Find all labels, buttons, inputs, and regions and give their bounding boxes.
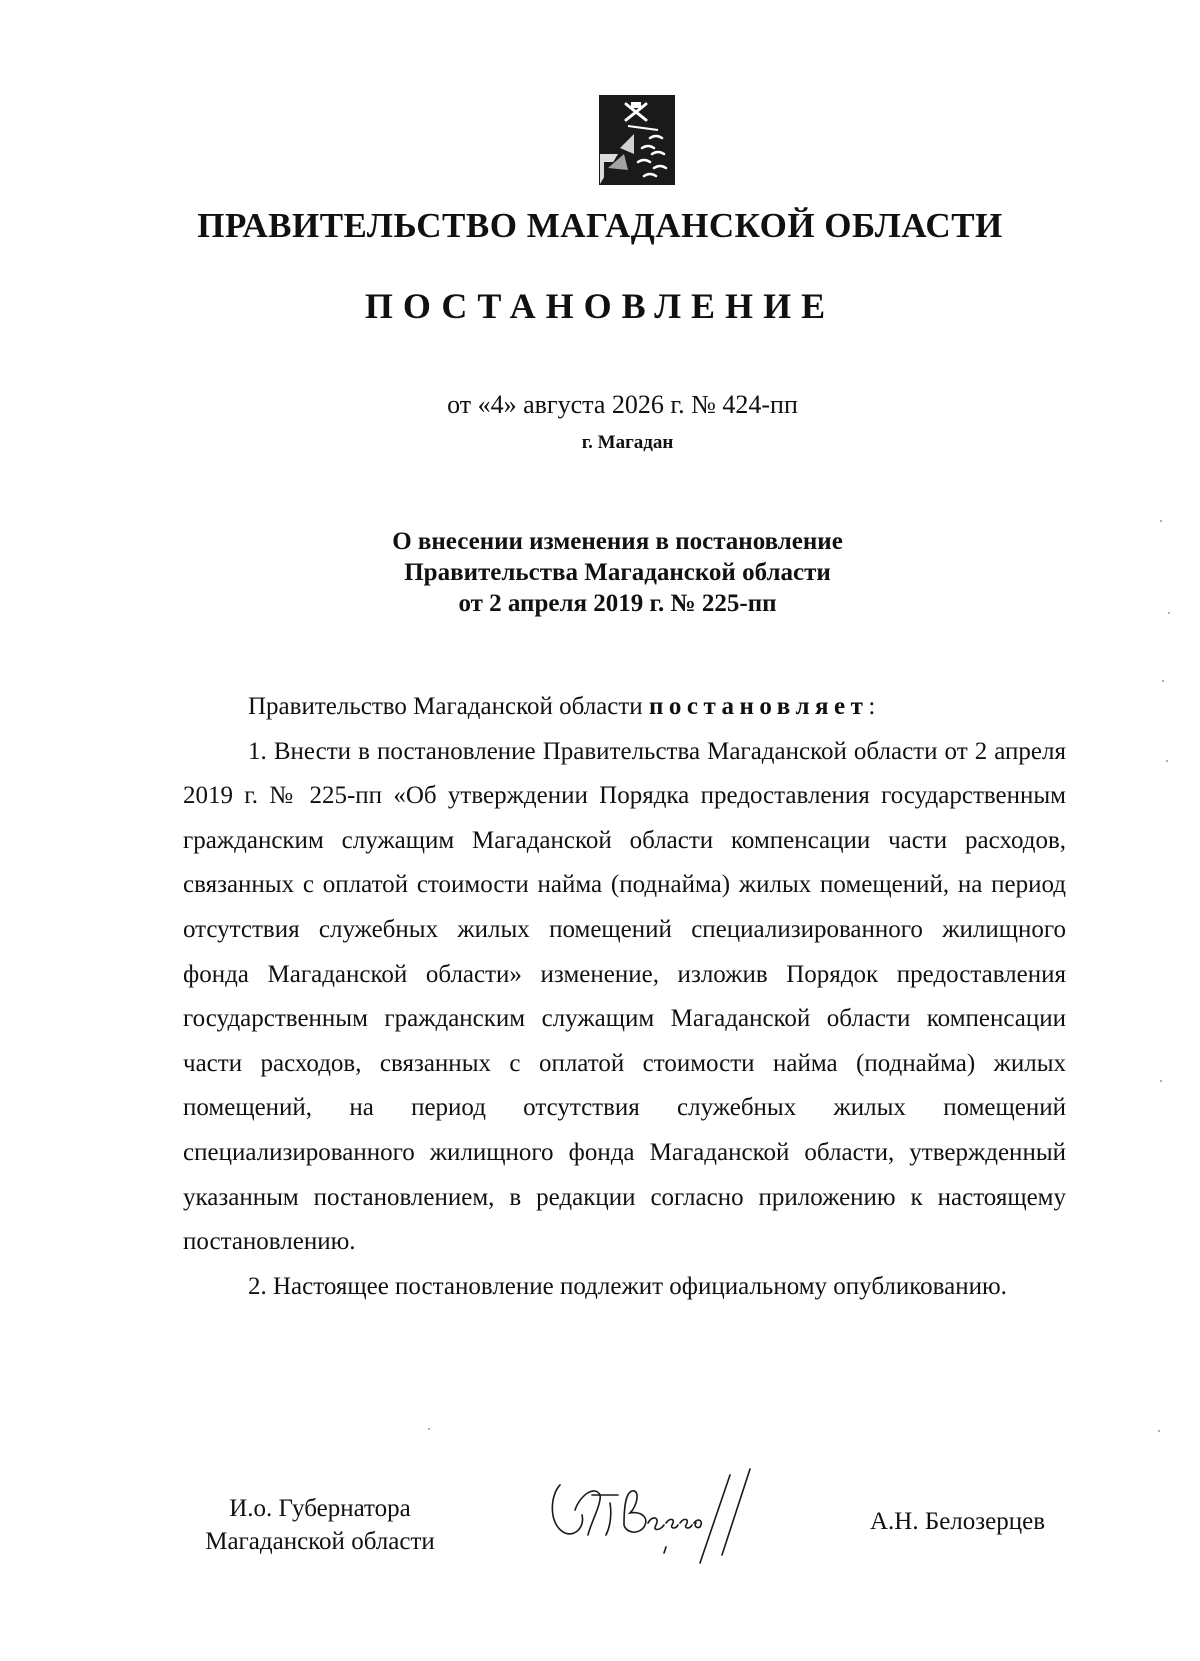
scan-speck [1162,680,1164,682]
subject-line-1: О внесении изменения в постановление [392,528,843,555]
handwritten-signature-icon [540,1455,800,1565]
intro-paragraph [183,685,1066,730]
item-2-paragraph: 2. Настоящее постановление подлежит официальному опубликованию. [248,1272,1007,1300]
scan-speck [1160,520,1162,522]
intro-prefix: Правительство Магаданской области [248,693,643,720]
position-line-1: И.о. Губернатора [229,1495,411,1522]
subject-line-2: Правительства Магаданской области [404,559,831,586]
subject-line-3: от 2 апреля 2019 г. № 225-пп [458,590,777,617]
intro-suffix: : [868,693,876,720]
scan-speck [1168,612,1170,614]
signatory-name: А.Н. Белозерцев [870,1508,1046,1535]
intro-keyword: постановляет [648,693,869,720]
coat-of-arms-icon [598,94,676,186]
scan-speck [1158,1430,1160,1432]
document-type: ПОСТАНОВЛЕНИЕ [364,286,836,326]
signatory-position [185,1492,455,1558]
document-subject [0,526,1200,619]
organization-title: ПРАВИТЕЛЬСТВО МАГАДАНСКОЙ ОБЛАСТИ [197,206,1003,245]
scan-speck [1166,760,1168,762]
scan-speck [1160,1080,1162,1082]
position-line-2: Магаданской области [205,1528,435,1555]
scan-speck [428,1428,430,1430]
document-date-number: от «4» августа 2026 г. № 424-пп [447,390,798,419]
document-body [183,685,1066,1309]
item-1-paragraph: 1. Внести в постановление Правительства Магаданской области от 2 апреля 2019 г. № 225-пп «Об утверждении Порядка предоставления государственным гражданским служащим Магаданской области компенсации части расходов, связанных с оплатой стоимости найма (поднайма) жилых помещений, на период отсутствия служебных жилых помещений специализированного жилищного фонда Магаданской области» изменение, изложив Порядок предоставления государственным гражданским служащим Магаданской области компенсации части расходов, связанных с оплатой стоимости найма (поднайма) жилых помещений, на период отсутствия служебных жилых помещений специализированного жилищного фонда Магаданской области, утвержденный указанным постановлением, в редакции согласно приложению к настоящему постановлению. [183,737,1066,1256]
document-city: г. Магадан [581,432,674,453]
